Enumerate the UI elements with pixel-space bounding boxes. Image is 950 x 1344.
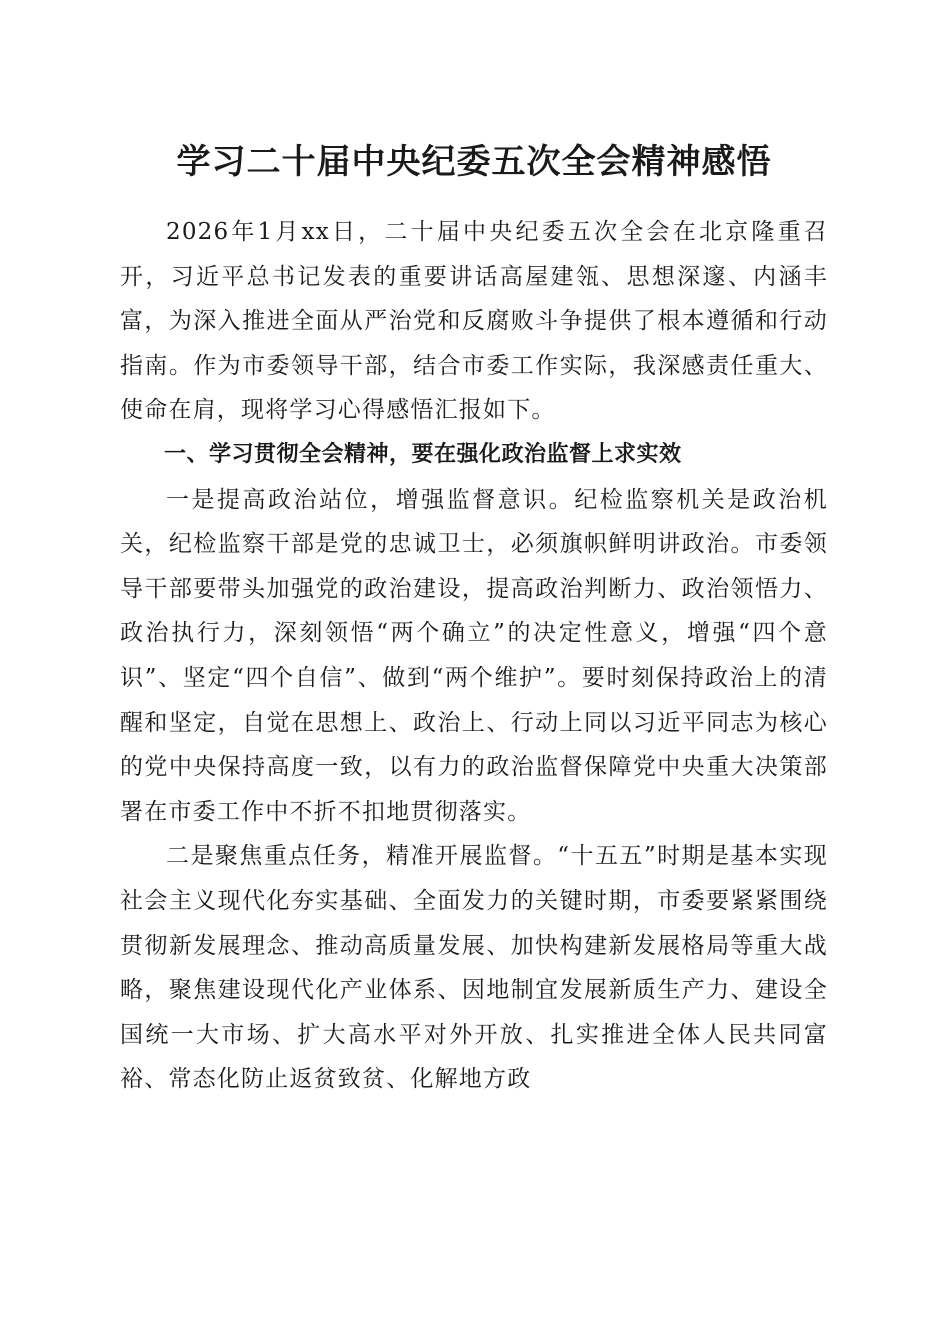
point-two-text: “十五五”时期是基本实现社会主义现代化夯实基础、全面发力的关键时期，市委要紧紧围绕贯彻新发展理念、推动高质量发展、加快构建新发展格局等重大战略，聚焦建设现代化产业体系、因地制宜发展新质生产力、建设全国统一大市场、扩大高水平对外开放、扎实推进全体人民共同富裕、常态化防止返贫致贫、化解地方政 [120,843,828,1093]
document-body [120,210,828,1102]
point-one-lead: 一是提高政治站位，增强监督意识。 [166,486,575,513]
point-one-paragraph [120,478,828,835]
section-heading: 一、学习贯彻全会精神，要在强化政治监督上求实效 [164,441,682,467]
point-one-text: 纪检监察机关是政治机关，纪检监察干部是党的忠诚卫士，必须旗帜鲜明讲政治。市委领导干部要带头加强党的政治建设，提高政治判断力、政治领悟力、政治执行力，深刻领悟“两个确立”的决定性意义，增强“四个意识”、坚定“四个自信”、做到“两个维护”。要时刻保持政治上的清醒和坚定，自觉在思想上、政治上、行动上同以习近平同志为核心的党中央保持高度一致，以有力的政治监督保障党中央重大决策部署在市委工作中不折不扣地贯彻落实。 [120,486,829,825]
point-two-paragraph [120,834,828,1102]
intro-paragraph: 2026年1月xx日，二十届中央纪委五次全会在北京隆重召开，习近平总书记发表的重要讲话高屋建瓴、思想深邃、内涵丰富，为深入推进全面从严治党和反腐败斗争提供了根本遵循和行动指南。作为市委领导干部，结合市委工作实际，我深感责任重大、使命在肩，现将学习心得感悟汇报如下。 [120,219,828,424]
document-title: 学习二十届中央纪委五次全会精神感悟 [176,142,772,182]
point-two-lead: 二是聚焦重点任务，精准开展监督。 [166,843,558,870]
